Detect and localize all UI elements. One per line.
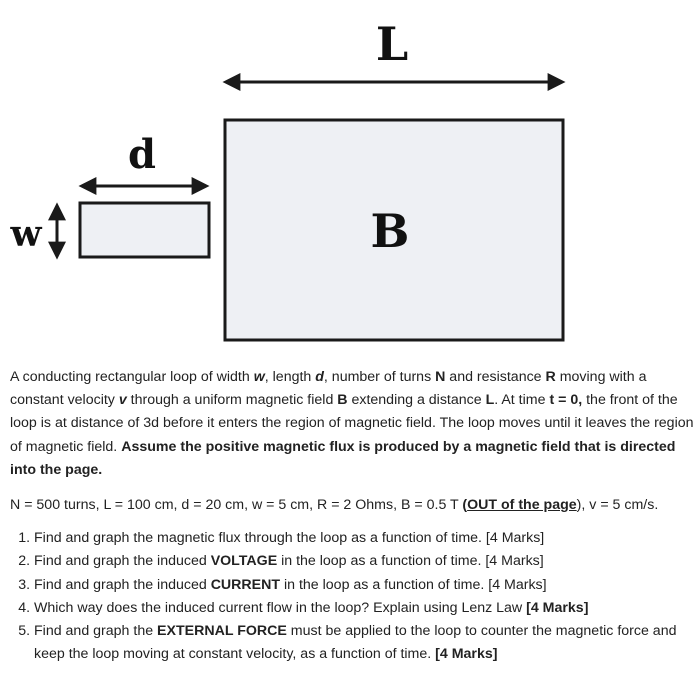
marks-text: [4 Marks] — [526, 599, 589, 616]
text: , number of turns — [323, 369, 436, 385]
question-2 — [34, 550, 694, 573]
question-1 — [34, 527, 694, 550]
var-w: w — [253, 369, 265, 385]
text: , length — [264, 369, 316, 385]
var-t0: t = 0, — [549, 392, 583, 409]
var-R: R — [545, 369, 556, 385]
question-text: Find and graph the — [34, 623, 158, 640]
parameters-line — [10, 494, 694, 517]
question-text: Find and graph the induced — [34, 553, 211, 570]
conducting-loop — [80, 203, 209, 257]
text: moving with a constant velocity — [10, 369, 647, 409]
params-text: N = 500 turns, L = 100 cm, d = 20 cm, w = 5 cm, R = 2 Ohms, B = 0.5 T — [10, 497, 463, 514]
label-d: d — [128, 131, 156, 178]
text: A conducting rectangular loop of width — [10, 369, 254, 385]
keyword-external-force: EXTERNAL FORCE — [157, 623, 287, 640]
label-B: B — [370, 204, 410, 258]
assumption-text: Assume the positive magnetic flux is produced by a magnetic field that is directed into the page. — [10, 438, 676, 478]
question-text: Find and graph the magnetic flux through the loop as a function of time. [4 Marks] — [34, 530, 545, 547]
question-list — [10, 527, 694, 666]
var-B: B — [337, 392, 348, 409]
var-N: N — [435, 369, 446, 385]
question-text: Find and graph the induced — [34, 576, 211, 593]
out-of-page-text: OUT of the page — [467, 497, 577, 514]
text: extending a distance — [347, 392, 486, 409]
text: the front of the loop is at distance of 3d before it enters the region of magnetic field. The loop moves until it leaves the region of magnetic field. — [10, 392, 694, 455]
text: and resistance — [445, 369, 546, 385]
params-text: ), v = 5 cm/s. — [576, 497, 659, 514]
marks-text: [4 Marks] — [435, 646, 498, 663]
params-paren-open: ( — [462, 497, 468, 514]
problem-paragraph — [10, 366, 694, 482]
question-text: Which way does the induced current flow in the loop? Explain using Lenz Law — [34, 599, 527, 616]
question-text: in the loop as a function of time. [4 Marks] — [280, 576, 547, 593]
keyword-current: CURRENT — [210, 576, 281, 593]
problem-text — [10, 366, 694, 666]
question-text: in the loop as a function of time. [4 Marks] — [277, 553, 544, 570]
question-text: must be applied to the loop to counter the magnetic force and keep the loop moving at constant velocity, as a function of time. — [34, 623, 677, 663]
text: through a uniform magnetic field — [126, 392, 338, 409]
var-v: v — [118, 392, 127, 409]
question-4 — [34, 597, 694, 620]
keyword-voltage: VOLTAGE — [210, 553, 278, 570]
question-3 — [34, 574, 694, 597]
label-L: L — [375, 17, 409, 71]
question-5 — [34, 620, 694, 666]
var-L: L — [485, 392, 495, 409]
var-d: d — [315, 369, 324, 385]
text: . At time — [494, 392, 550, 409]
label-w: w — [10, 213, 42, 255]
